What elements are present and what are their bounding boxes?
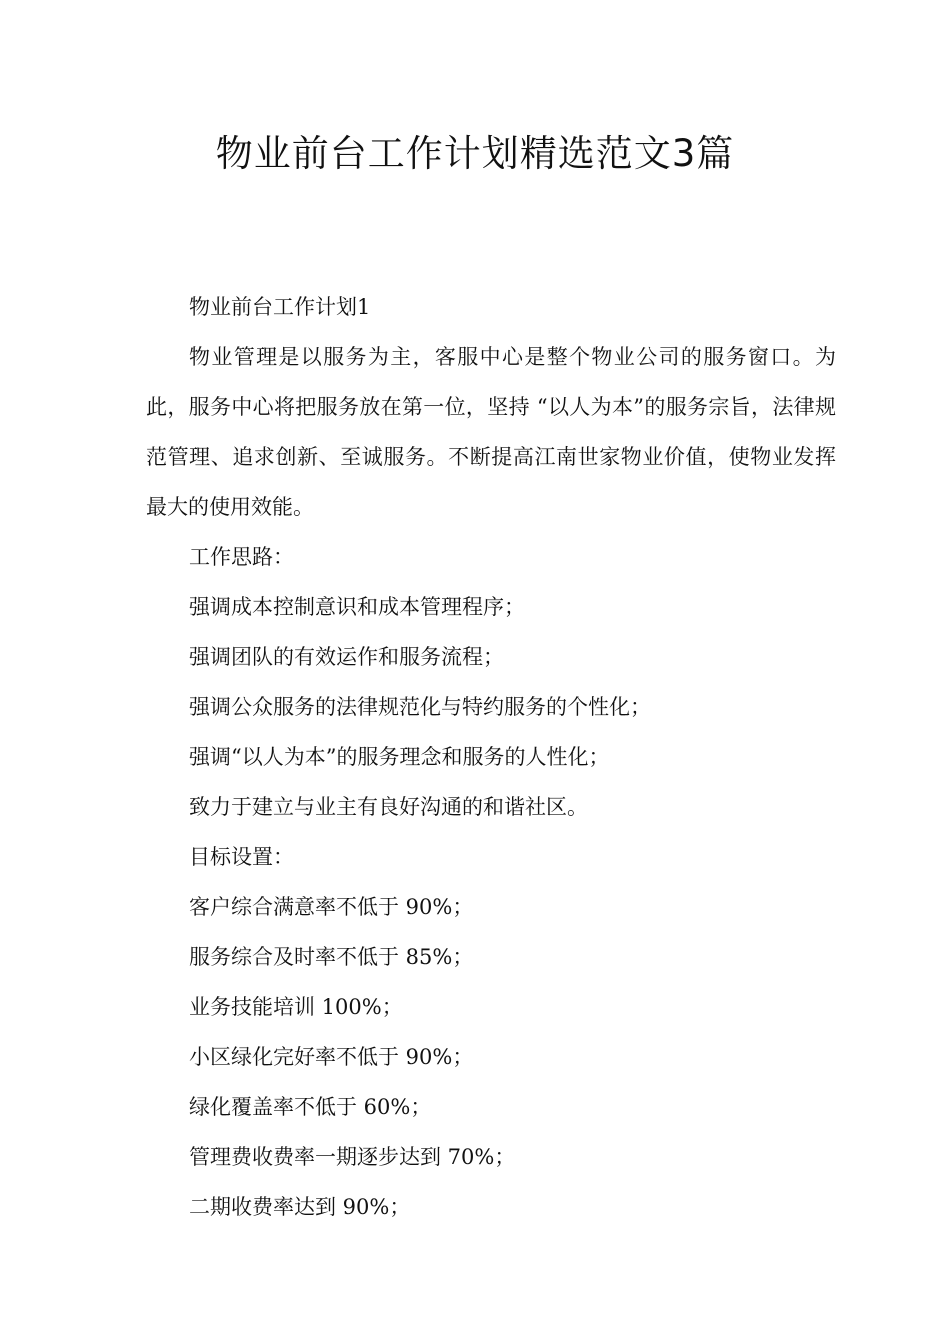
idea-item: 强调“以人为本”的服务理念和服务的人性化； bbox=[189, 745, 610, 769]
targets-list bbox=[146, 882, 836, 1232]
ideas-heading: 工作思路： bbox=[189, 545, 294, 569]
idea-item: 强调成本控制意识和成本管理程序； bbox=[189, 595, 525, 619]
intro-paragraph: 物业管理是以服务为主，客服中心是整个物业公司的服务窗口。为此，服务中心将把服务放在第一位，坚持 “以人为本”的服务宗旨，法律规范管理、追求创新、至诚服务。不断提高江南世家物业价值，使物业发挥最大的使用效能。 bbox=[146, 345, 836, 519]
target-item: 客户综合满意率不低于 90%； bbox=[189, 895, 474, 919]
target-item: 服务综合及时率不低于 85%； bbox=[189, 945, 474, 969]
document-title: 物业前台工作计划精选范文3篇 bbox=[215, 132, 735, 175]
target-item: 业务技能培训 100%； bbox=[189, 995, 403, 1019]
idea-item: 致力于建立与业主有良好沟通的和谐社区。 bbox=[189, 795, 588, 819]
target-item: 二期收费率达到 90%； bbox=[189, 1195, 411, 1219]
ideas-list bbox=[146, 582, 836, 832]
target-item: 管理费收费率一期逐步达到 70%； bbox=[189, 1145, 516, 1169]
document-body bbox=[146, 282, 836, 1232]
idea-item: 强调公众服务的法律规范化与特约服务的个性化； bbox=[189, 695, 651, 719]
section-heading: 物业前台工作计划1 bbox=[189, 295, 371, 319]
target-item: 绿化覆盖率不低于 60%； bbox=[189, 1095, 432, 1119]
idea-item: 强调团队的有效运作和服务流程； bbox=[189, 645, 504, 669]
target-item: 小区绿化完好率不低于 90%； bbox=[189, 1045, 474, 1069]
targets-heading: 目标设置： bbox=[189, 845, 294, 869]
